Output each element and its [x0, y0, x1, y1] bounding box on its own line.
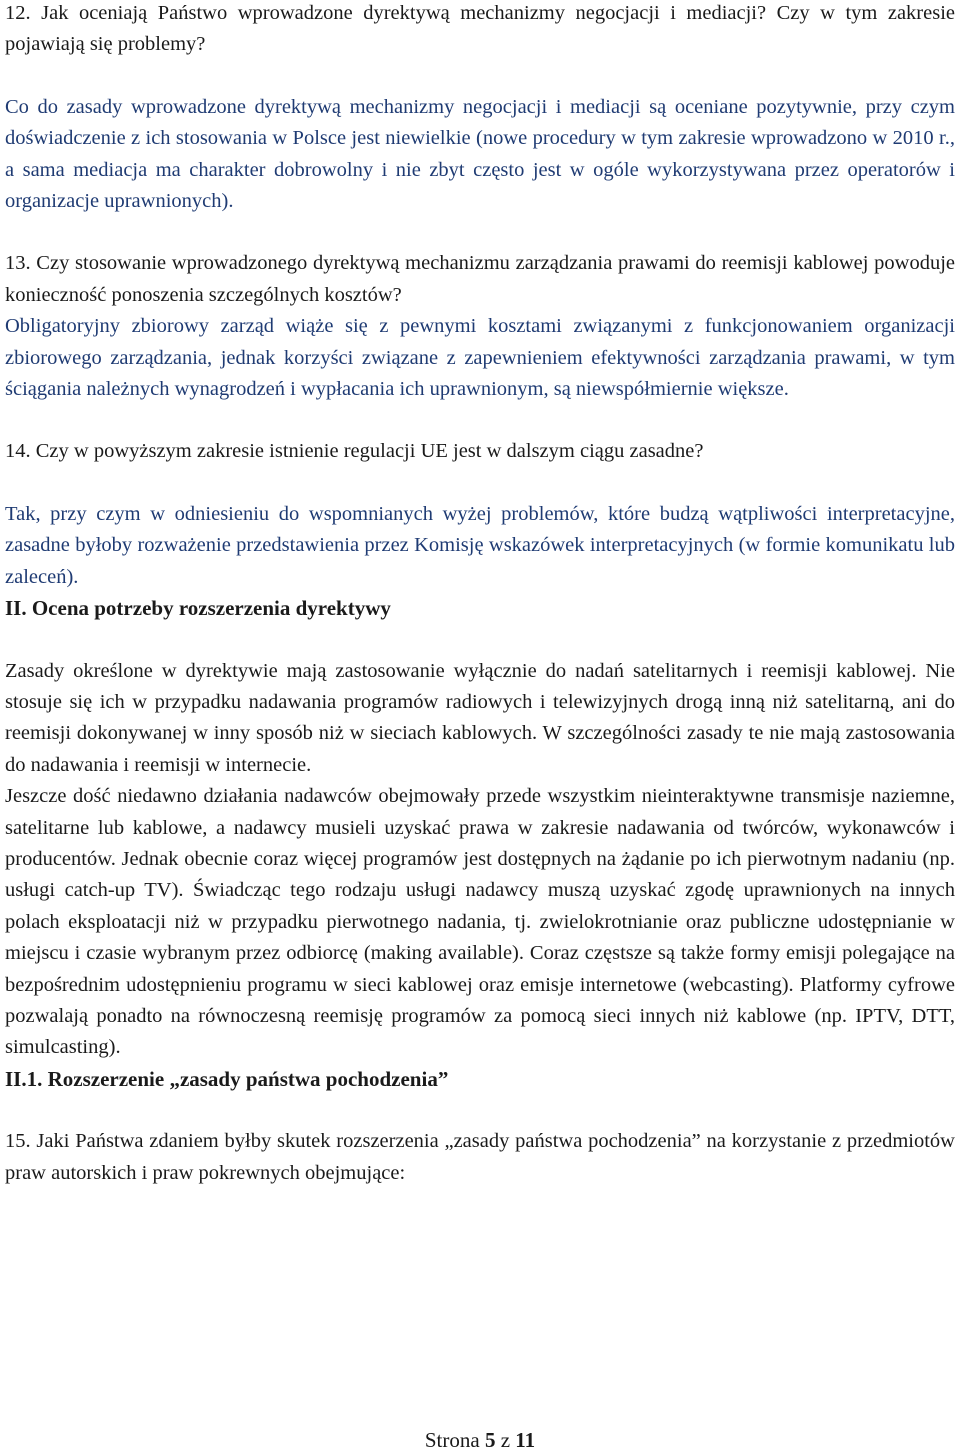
question-12: 12. Jak oceniają Państwo wprowadzone dyrektywą mechanizmy negocjacji i mediacji? Czy w tym zakresie pojawiają się problemy? [5, 2, 955, 56]
document-page [5, 0, 955, 1189]
question-14: 14. Czy w powyższym zakresie istnienie regulacji UE jest w dalszym ciągu zasadne? [5, 440, 704, 463]
page-number [0, 1425, 960, 1456]
question-15: 15. Jaki Państwa zdaniem byłby skutek rozszerzenia „zasady państwa pochodzenia” na korzystanie z przedmiotów praw autorskich i praw pokrewnych obejmujące: [5, 1130, 955, 1184]
answer-14: Tak, przy czym w odniesieniu do wspomnianych wyżej problemów, które budzą wątpliwości interpretacyjne, zasadne byłoby rozważenie przedstawienia przez Komisję wskazówek interpretacyjnych (w formie komunikatu lub zaleceń). [5, 502, 955, 588]
answer-12: Co do zasady wprowadzone dyrektywą mechanizmy negocjacji i mediacji są oceniane pozytywnie, przy czym doświadczenie z ich stosowania w Polsce jest niewielkie (nowe procedury w tym zakresie wprowadzono w 2010 r., a sama mediacja ma charakter dobrowolny i nie zbyt często jest w ogóle wykorzystywana przez operatorów i organizacje uprawnionych). [5, 95, 955, 213]
page-number-current: 5 [484, 1428, 496, 1452]
page-number-separator: z [500, 1428, 511, 1452]
answer-13: Obligatoryjny zbiorowy zarząd wiąże się z pewnymi kosztami związanymi z funkcjonowaniem organizacji zbiorowego zarządzania, jednak korzyści związane z zapewnieniem efektywności zarządzania prawami, w tym ściągania należnych wynagrodzeń i wypłacania ich uprawnionym, są niewspółmiernie większe. [5, 315, 955, 401]
section-ii-paragraph-1: Zasady określone w dyrektywie mają zastosowanie wyłącznie do nadań satelitarnych i reemisji kablowej. Nie stosuje się ich w przypadku nadawania programów radiowych i telewizyjnych drogą inną niż satelitarną, ani do reemisji dokonywanej w inny sposób niż w sieciach kablowych. W szczególności zasady te nie mają zastosowania do nadawania i reemisji w internecie. [5, 659, 955, 776]
page-number-total: 11 [515, 1428, 536, 1452]
section-ii-paragraph-2: Jeszcze dość niedawno działania nadawców obejmowały przede wszystkim nieinteraktywne transmisje naziemne, satelitarne lub kablowe, a nadawcy musieli uzyskać prawa w zakresie nadawania od twórców, wykonawców i producentów. Jednak obecnie coraz więcej programów jest dostępnych na żądanie po ich pierwotnym nadaniu (np. usługi catch-up TV). Świadcząc tego rodzaju usługi nadawcy muszą uzyskać zgodę uprawnionych na innych polach eksploatacji niż w przypadku pierwotnego nadania, tj. zwielokrotnianie oraz publiczne udostępnianie w miejscu i czasie wybranym przez odbiorcę (making available). Coraz częstsze są także formy emisji polegające na bezpośrednim udostępnieniu programu w sieci kablowej oraz emisje internetowe (webcasting). Platformy cyfrowe pozwalają ponadto na równoczesną reemisję programów za pomocą sieci innych niż kablowe (np. IPTV, DTT, simulcasting). [5, 785, 955, 1059]
section-heading-ii: II. Ocena potrzeby rozszerzenia dyrektywy [5, 596, 391, 621]
section-heading-ii-1: II.1. Rozszerzenie „zasady państwa pochodzenia” [5, 1066, 449, 1091]
question-13: 13. Czy stosowanie wprowadzonego dyrektywą mechanizmu zarządzania prawami do reemisji kablowej powoduje konieczność ponoszenia szczególnych kosztów? [5, 252, 955, 306]
page-number-prefix: Strona [424, 1428, 480, 1452]
